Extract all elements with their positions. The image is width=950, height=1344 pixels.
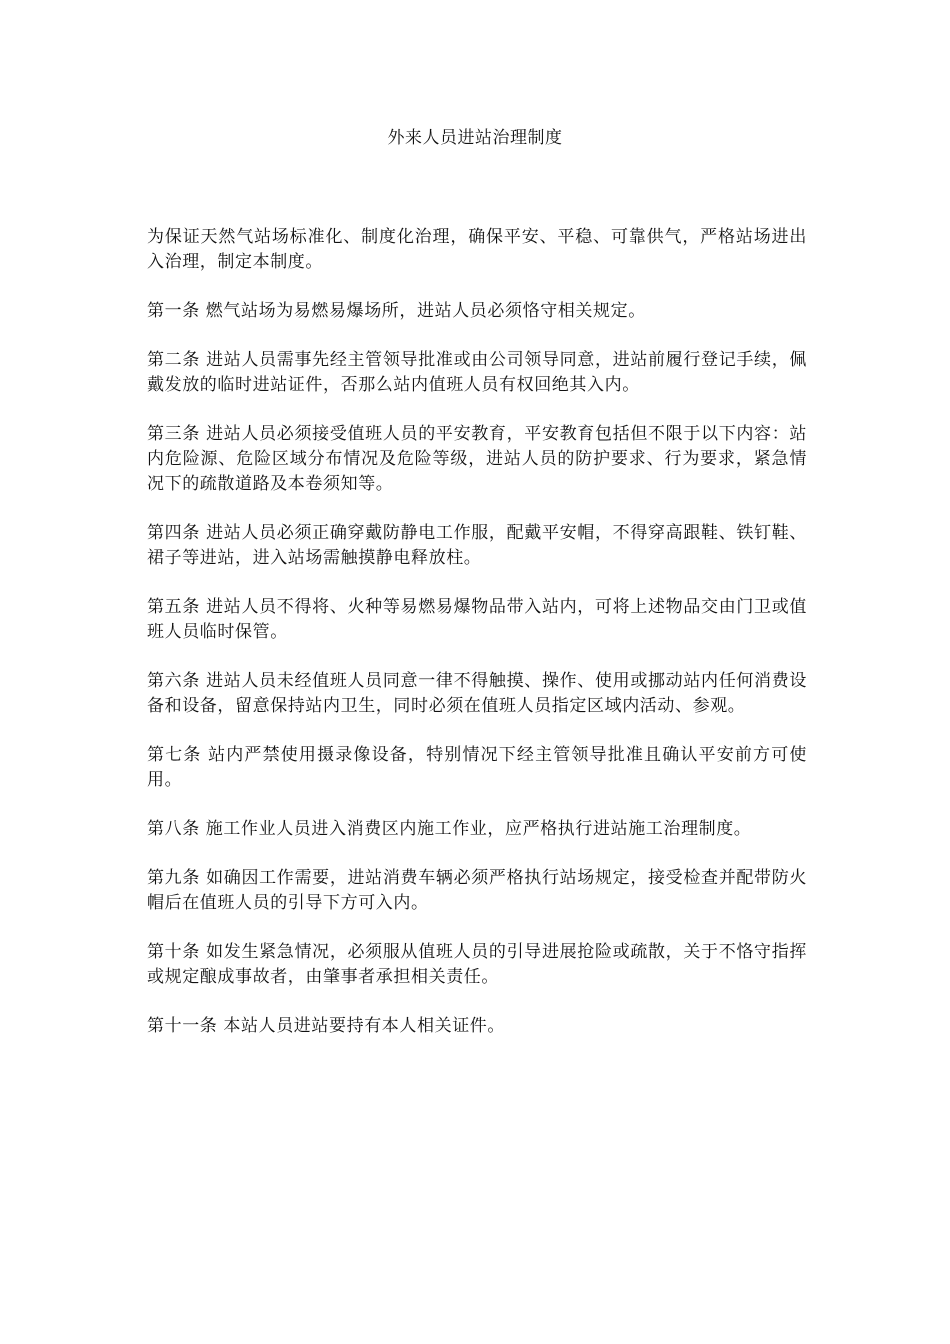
article-4: 第四条 进站人员必须正确穿戴防静电工作服，配戴平安帽，不得穿高跟鞋、铁钉鞋、裙子等进站，进入站场需触摸静电释放柱。 [147, 523, 807, 568]
article-3: 第三条 进站人员必须接受值班人员的平安教育，平安教育包括但不限于以下内容：站内危险源、危险区域分布情况及危险等级，进站人员的防护要求、行为要求，紧急情况下的疏散道路及本卷须知等。 [147, 424, 807, 494]
article-10: 第十条 如发生紧急情况，必须服从值班人员的引导进展抢险或疏散，关于不恪守指挥或规定酿成事故者，由肇事者承担相关责任。 [147, 942, 807, 987]
article-11: 第十一条 本站人员进站要持有本人相关证件。 [147, 1016, 506, 1036]
article-8: 第八条 施工作业人员进入消费区内施工作业，应严格执行进站施工治理制度。 [147, 819, 752, 839]
intro-paragraph: 为保证天然气站场标准化、制度化治理，确保平安、平稳、可靠供气，严格站场进出入治理，制定本制度。 [147, 227, 807, 272]
article-1: 第一条 燃气站场为易燃易爆场所，进站人员必须恪守相关规定。 [147, 301, 646, 321]
article-6: 第六条 进站人员未经值班人员同意一律不得触摸、操作、使用或挪动站内任何消费设备和设备，留意保持站内卫生，同时必须在值班人员指定区域内活动、参观。 [147, 671, 807, 716]
article-7: 第七条 站内严禁使用摄录像设备，特别情况下经主管领导批准且确认平安前方可使用。 [147, 745, 807, 790]
document-body [147, 225, 807, 1063]
document-title: 外来人员进站治理制度 [387, 128, 563, 148]
article-2: 第二条 进站人员需事先经主管领导批准或由公司领导同意，进站前履行登记手续，佩戴发放的临时进站证件，否那么站内值班人员有权回绝其入内。 [147, 350, 807, 395]
article-9: 第九条 如确因工作需要，进站消费车辆必须严格执行站场规定，接受检查并配带防火帽后在值班人员的引导下方可入内。 [147, 868, 807, 913]
article-5: 第五条 进站人员不得将、火种等易燃易爆物品带入站内，可将上述物品交由门卫或值班人员临时保管。 [147, 597, 807, 642]
